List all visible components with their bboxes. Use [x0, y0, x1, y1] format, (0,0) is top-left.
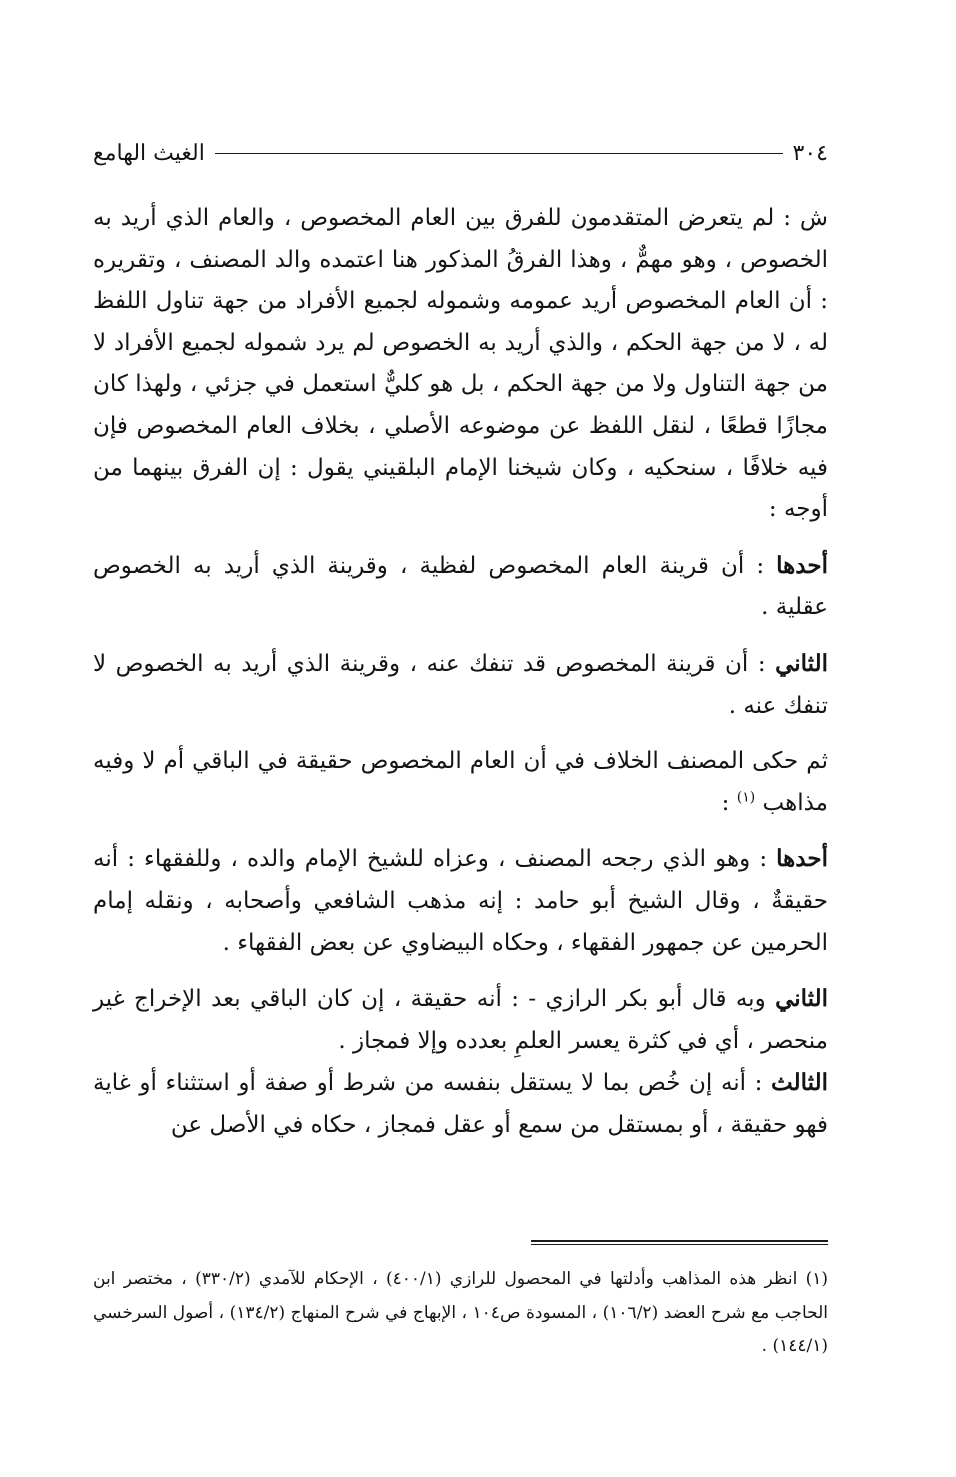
paragraph-lead: أحدها: [776, 845, 828, 873]
paragraph: [93, 838, 828, 964]
paragraph-text: ش : لم يتعرض المتقدمون للفرق بين العام المخصوص ، والعام الذي أريد به الخصوص ، وهو مهمٌّ ، وهذا الفرقُ المذكور هنا اعتمده والد المصنف ، وتقريره : أن العام المخصوص أريد عمومه وشموله لجميع الأفراد من جهة تناول اللفظ له ، لا من جهة الحكم ، والذي أريد به الخصوص لم يرد شموله لجميع الأفراد لا من جهة التناول ولا من جهة الحكم ، بل هو كليٌّ استعمل في جزئي ، ولهذا كان مجازًا قطعًا ، لنقل اللفظ عن موضوعه الأصلي ، بخلاف العام المخصوص فإن فيه خلافًا ، سنحكيه ، وكان شيخنا الإمام البلقيني يقول : إن الفرق بينهما من أوجه :: [93, 205, 828, 523]
footnote: (١) انظر هذه المذاهب وأدلتها في المحصول للرازي (٤٠٠/١) ، الإحكام للآمدي (٣٣٠/٢) ، مختصر ابن الحاجب مع شرح العضد (١٠٦/٢) ، المسودة ص١٠٤ ، الإبهاج في شرح المنهاج (١٣٤/٢) ، أصول السرخسي (١٤٤/١) .: [93, 1269, 829, 1356]
footnote-separator: [531, 1240, 828, 1245]
paragraph: [93, 198, 828, 531]
paragraph-text: ثم حكى المصنف الخلاف في أن العام المخصوص حقيقة في الباقي أم لا وفيه مذاهب: [93, 748, 828, 816]
footnote-reference[interactable]: (١): [736, 789, 756, 806]
paragraph-lead: الثاني: [775, 649, 828, 677]
paragraph-tail: :: [721, 789, 737, 816]
paragraph: [93, 545, 828, 629]
paragraph-lead: الثالث: [771, 1069, 828, 1097]
paragraph-text: : أن قرينة المخصوص قد تنفك عنه ، وقرينة الذي أريد به الخصوص لا تنفك عنه .: [93, 650, 828, 719]
paragraph: [93, 741, 828, 824]
paragraph: [93, 643, 828, 727]
paragraph-lead: الثاني: [775, 985, 828, 1013]
page-header: [93, 133, 828, 173]
paragraph: [93, 978, 828, 1062]
main-text: [93, 198, 828, 1146]
paragraph-text: : أنه إن خُص بما لا يستقل بنفسه من شرط أو صفة أو استثناء أو غاية فهو حقيقة ، أو بمستقل من سمع أو عقل فمجاز ، حكاه في الأصل عن: [93, 1070, 828, 1138]
header-rule: [215, 153, 783, 154]
paragraph-text: وبه قال أبو بكر الرازي - : أنه حقيقة ، إن كان الباقي بعد الإخراج غير منحصر ، أي في كثرة يعسر العلمِ بعدده وإلا فمجاز .: [93, 986, 828, 1054]
running-title: الغيث الهامع: [93, 140, 205, 166]
paragraph-text: : أن قرينة العام المخصوص لفظية ، وقرينة الذي أريد به الخصوص عقلية .: [93, 552, 828, 621]
paragraph: [93, 1062, 828, 1146]
page-number: ٣٠٤: [792, 140, 828, 166]
paragraph-lead: أحدها: [776, 551, 828, 579]
paragraph-text: : وهو الذي رجحه المصنف ، وعزاه للشيخ الإمام والده ، وللفقهاء : أنه حقيقةٌ ، وقال الشيخ أبو حامد : إنه مذهب الشافعي وأصحابه ، ونقله إمام الحرمين عن جمهور الفقهاء ، وحكاه البيضاوي عن بعض الفقهاء .: [93, 846, 828, 956]
